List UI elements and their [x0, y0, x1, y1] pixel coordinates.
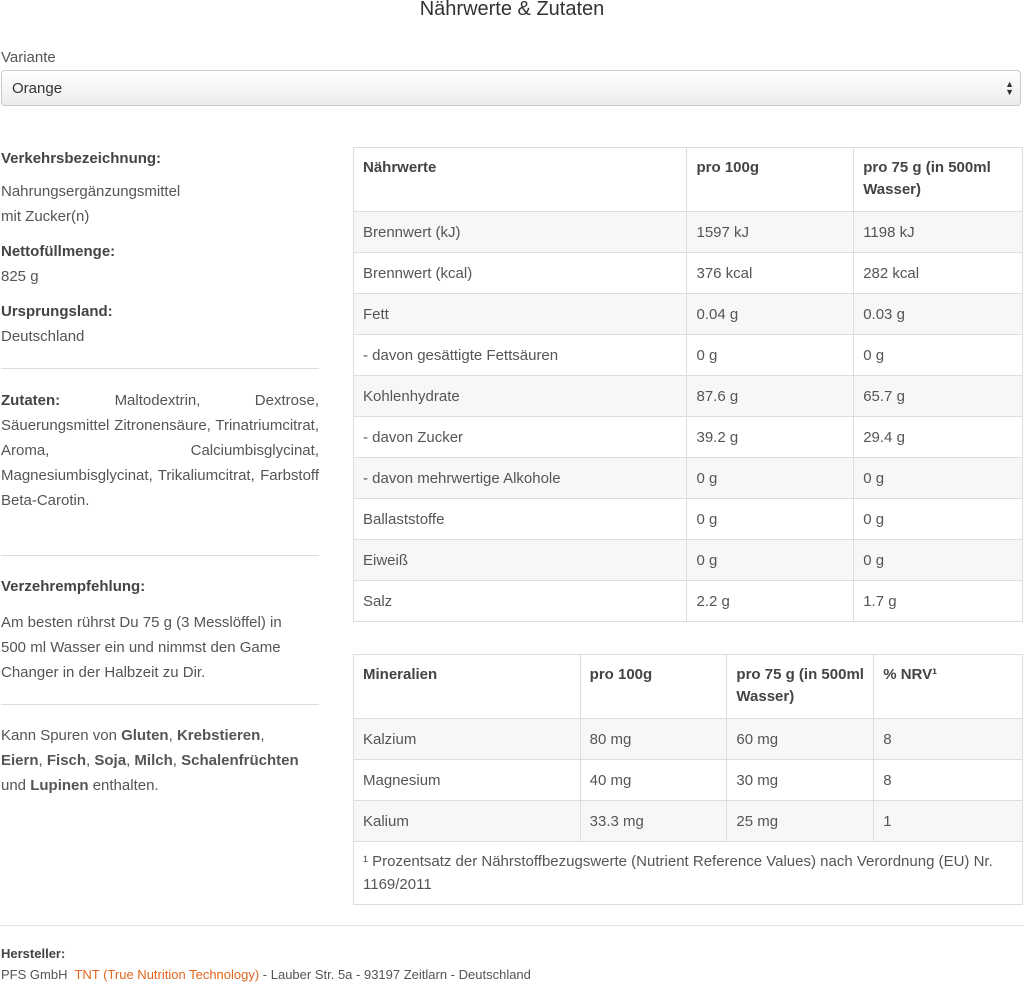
- table-cell: Salz: [354, 581, 687, 622]
- table-cell: 1.7 g: [854, 581, 1023, 622]
- table-cell: 282 kcal: [854, 253, 1023, 294]
- allergen-sep: ,: [86, 752, 95, 769]
- divider: [1, 555, 319, 556]
- table-cell: Eiweiß: [354, 540, 687, 581]
- allergen-krebstiere: Krebstieren: [176, 727, 261, 744]
- nutrition-header-per100: pro 100g: [687, 148, 854, 212]
- manufacturer-address: - Lauber Str. 5a - 93197 Zeitlarn - Deutschland: [259, 967, 531, 982]
- nutrition-table: [353, 147, 1023, 622]
- table-cell: Kohlenhydrate: [354, 376, 687, 417]
- table-cell: 29.4 g: [854, 417, 1023, 458]
- table-row: [354, 499, 1023, 540]
- net-heading: Nettofüllmenge:: [1, 243, 116, 260]
- variant-label: Variante: [1, 49, 56, 66]
- manufacturer-brand-link[interactable]: TNT (True Nutrition Technology): [74, 967, 260, 982]
- table-cell: 8: [874, 760, 1023, 801]
- table-cell: 0.03 g: [854, 294, 1023, 335]
- manufacturer-company: PFS GmbH: [1, 967, 68, 982]
- allergen-fisch: Fisch: [46, 752, 87, 769]
- table-header-row: [354, 655, 1023, 719]
- table-header-row: [354, 148, 1023, 212]
- net-value: 825 g: [1, 268, 39, 285]
- minerals-header-per100: pro 100g: [580, 655, 727, 719]
- nutrition-header-per75: pro 75 g (in 500ml Wasser): [854, 148, 1023, 212]
- minerals-header-name: Mineralien: [354, 655, 581, 719]
- designation-line-2: mit Zucker(n): [1, 208, 90, 225]
- table-cell: 65.7 g: [854, 376, 1023, 417]
- table-cell: 0 g: [854, 458, 1023, 499]
- table-cell: Fett: [354, 294, 687, 335]
- table-cell: 87.6 g: [687, 376, 854, 417]
- table-cell: 25 mg: [727, 801, 874, 842]
- table-cell: 0 g: [687, 458, 854, 499]
- table-row: [354, 376, 1023, 417]
- recommendation-heading-block: [1, 574, 319, 599]
- footer-divider: [0, 925, 1024, 926]
- table-cell: 40 mg: [580, 760, 727, 801]
- table-cell: - davon Zucker: [354, 417, 687, 458]
- allergen-sep: ,: [260, 727, 265, 744]
- table-cell: 8: [874, 719, 1023, 760]
- allergen-lupinen: Lupinen: [30, 777, 89, 794]
- divider: [1, 704, 319, 705]
- table-cell: - davon mehrwertige Alkohole: [354, 458, 687, 499]
- divider: [1, 368, 319, 369]
- allergen-text: enthalten.: [88, 777, 159, 794]
- allergen-sep: ,: [172, 752, 182, 769]
- minerals-header-nrv: % NRV¹: [874, 655, 1023, 719]
- table-cell: 39.2 g: [687, 417, 854, 458]
- allergen-schalenfruechte: Schalenfrüchten: [181, 752, 299, 769]
- allergen-eier: Eiern: [1, 752, 39, 769]
- allergen-sep: ,: [38, 752, 47, 769]
- recommendation-text: Am besten rührst Du 75 g (3 Messlöffel) in 500 ml Wasser ein und nimmst den Game Changer in der Halbzeit zu Dir.: [1, 614, 282, 681]
- designation-block: [1, 146, 319, 171]
- net-block: [1, 239, 319, 289]
- table-row: [354, 458, 1023, 499]
- origin-block: [1, 299, 319, 349]
- recommendation-block: [1, 610, 307, 685]
- allergen-sep: ,: [168, 727, 177, 744]
- manufacturer-line: [1, 967, 531, 982]
- table-cell: Kalzium: [354, 719, 581, 760]
- table-row: [354, 760, 1023, 801]
- table-cell: 376 kcal: [687, 253, 854, 294]
- allergen-text: und: [1, 777, 31, 794]
- allergen-milch: Milch: [134, 752, 173, 769]
- table-cell: 30 mg: [727, 760, 874, 801]
- select-arrows-icon: ▲ ▼: [1005, 79, 1014, 97]
- ingredients-text: Maltodextrin, Dextrose, Säuerungsmittel Zitronensäure, Trinatriumcitrat, Aroma, Calciumbisglycinat, Magnesiumbisglycinat, Trikaliumcitrat, Farbstoff Beta-Carotin.: [1, 392, 319, 509]
- table-cell: 80 mg: [580, 719, 727, 760]
- table-cell: 1198 kJ: [854, 212, 1023, 253]
- designation-line-1: Nahrungsergänzungsmittel: [1, 183, 181, 200]
- minerals-footnote: ¹ Prozentsatz der Nährstoffbezugswerte (Nutrient Reference Values) nach Verordnung (EU) Nr. 1169/2011: [354, 842, 1023, 905]
- table-row: [354, 335, 1023, 376]
- variant-selected-value: Orange: [12, 79, 63, 97]
- ingredients-heading: Zutaten:: [1, 392, 61, 409]
- table-row: [354, 294, 1023, 335]
- nutrition-header-name: Nährwerte: [354, 148, 687, 212]
- table-row: [354, 581, 1023, 622]
- table-row: [354, 801, 1023, 842]
- table-cell: 0.04 g: [687, 294, 854, 335]
- manufacturer-heading: Hersteller:: [1, 946, 66, 961]
- table-footnote-row: [354, 842, 1023, 905]
- table-cell: 0 g: [854, 335, 1023, 376]
- table-row: [354, 212, 1023, 253]
- table-cell: 0 g: [854, 499, 1023, 540]
- table-cell: 1597 kJ: [687, 212, 854, 253]
- origin-value: Deutschland: [1, 328, 85, 345]
- minerals-header-per75: pro 75 g (in 500ml Wasser): [727, 655, 874, 719]
- table-cell: 0 g: [687, 335, 854, 376]
- recommendation-heading: Verzehrempfehlung:: [1, 578, 146, 595]
- table-cell: Brennwert (kJ): [354, 212, 687, 253]
- table-cell: Brennwert (kcal): [354, 253, 687, 294]
- table-row: [354, 540, 1023, 581]
- table-cell: 2.2 g: [687, 581, 854, 622]
- table-cell: - davon gesättigte Fettsäuren: [354, 335, 687, 376]
- table-cell: Ballaststoffe: [354, 499, 687, 540]
- table-row: [354, 253, 1023, 294]
- table-cell: Kalium: [354, 801, 581, 842]
- allergen-gluten: Gluten: [121, 727, 169, 744]
- table-cell: 0 g: [687, 540, 854, 581]
- ingredients-block: [1, 388, 319, 513]
- variant-select[interactable]: [1, 70, 1021, 106]
- table-cell: 0 g: [687, 499, 854, 540]
- allergen-sep: ,: [126, 752, 135, 769]
- designation-value: [1, 179, 319, 229]
- minerals-table: [353, 654, 1023, 905]
- table-cell: Magnesium: [354, 760, 581, 801]
- table-cell: 0 g: [854, 540, 1023, 581]
- table-cell: 1: [874, 801, 1023, 842]
- table-cell: 33.3 mg: [580, 801, 727, 842]
- allergens-block: [1, 723, 311, 798]
- table-row: [354, 719, 1023, 760]
- designation-heading: Verkehrsbezeichnung:: [1, 150, 162, 167]
- page-title: Nährwerte & Zutaten: [419, 0, 605, 20]
- table-cell: 60 mg: [727, 719, 874, 760]
- origin-heading: Ursprungsland:: [1, 303, 113, 320]
- table-row: [354, 417, 1023, 458]
- allergen-text: Kann Spuren von: [1, 727, 122, 744]
- allergen-soja: Soja: [94, 752, 127, 769]
